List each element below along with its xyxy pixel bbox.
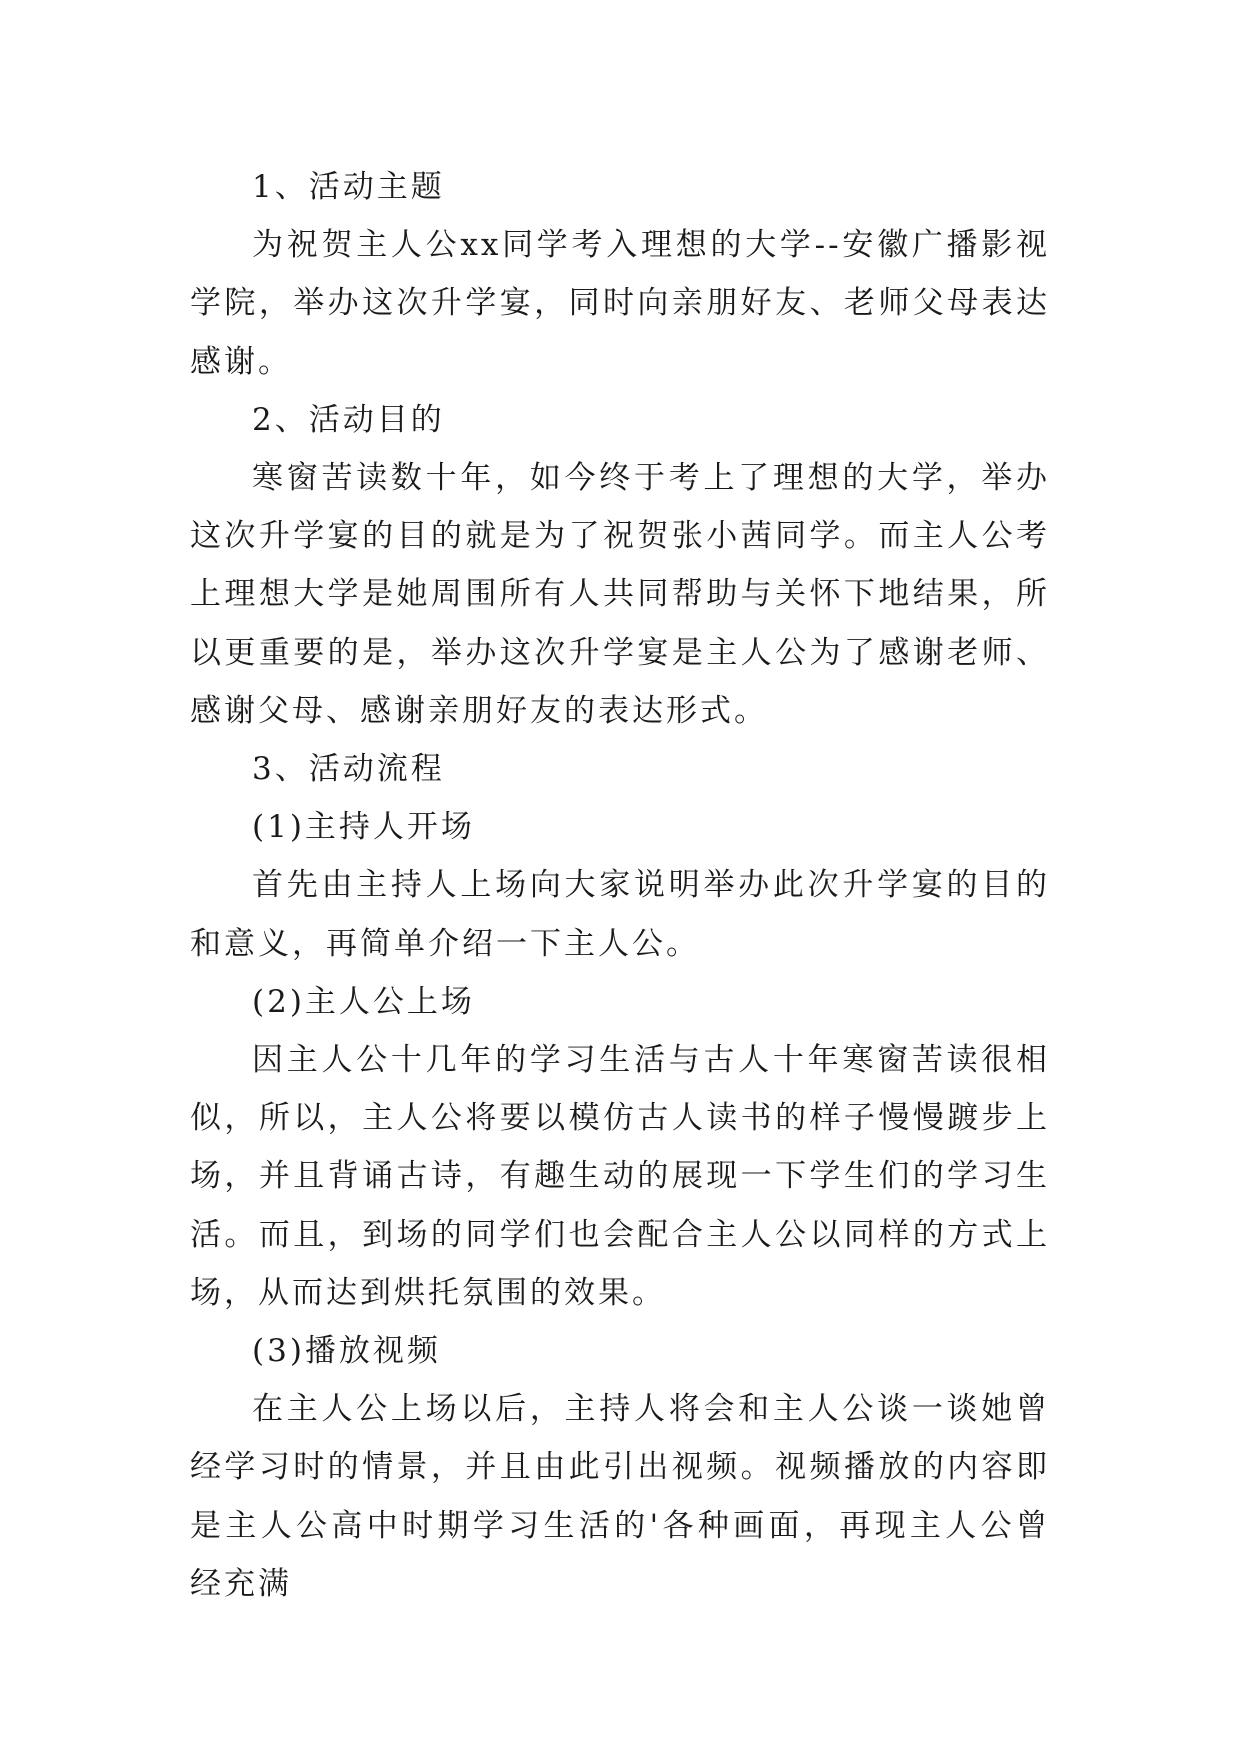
document-body <box>190 158 1050 1613</box>
paragraph-theme: 为祝贺主人公xx同学考入理想的大学--安徽广播影视学院，举办这次升学宴，同时向亲朋好友、老师父母表达感谢。 <box>190 227 1050 380</box>
subheading-host-opening: (1)主持人开场 <box>252 809 475 846</box>
section-heading-process: 3、活动流程 <box>252 751 445 788</box>
section-heading-theme: 1、活动主题 <box>252 169 445 205</box>
subheading-play-video: (3)播放视频 <box>252 1333 441 1370</box>
paragraph-play-video: 在主人公上场以后，主持人将会和主人公谈一谈她曾经学习时的情景，并且由此引出视频。视频播放的内容即是主人公高中时期学习生活的'各种画面，再现主人公曾经充满 <box>190 1391 1050 1602</box>
subheading-protagonist-entrance: (2)主人公上场 <box>252 983 475 1020</box>
paragraph-host-opening: 首先由主持人上场向大家说明举办此次升学宴的目的和意义，再简单介绍一下主人公。 <box>190 867 1050 962</box>
paragraph-purpose: 寒窗苦读数十年，如今终于考上了理想的大学，举办这次升学宴的目的就是为了祝贺张小茜同学。而主人公考上理想大学是她周围所有人共同帮助与关怀下地结果，所以更重要的是，举办这次升学宴是主人公为了感谢老师、感谢父母、感谢亲朋好友的表达形式。 <box>190 460 1050 729</box>
section-heading-purpose: 2、活动目的 <box>252 401 445 438</box>
paragraph-protagonist-entrance: 因主人公十几年的学习生活与古人十年寒窗苦读很相似，所以，主人公将要以模仿古人读书的样子慢慢踱步上场，并且背诵古诗，有趣生动的展现一下学生们的学习生活。而且，到场的同学们也会配合主人公以同样的方式上场，从而达到烘托氛围的效果。 <box>190 1042 1050 1311</box>
